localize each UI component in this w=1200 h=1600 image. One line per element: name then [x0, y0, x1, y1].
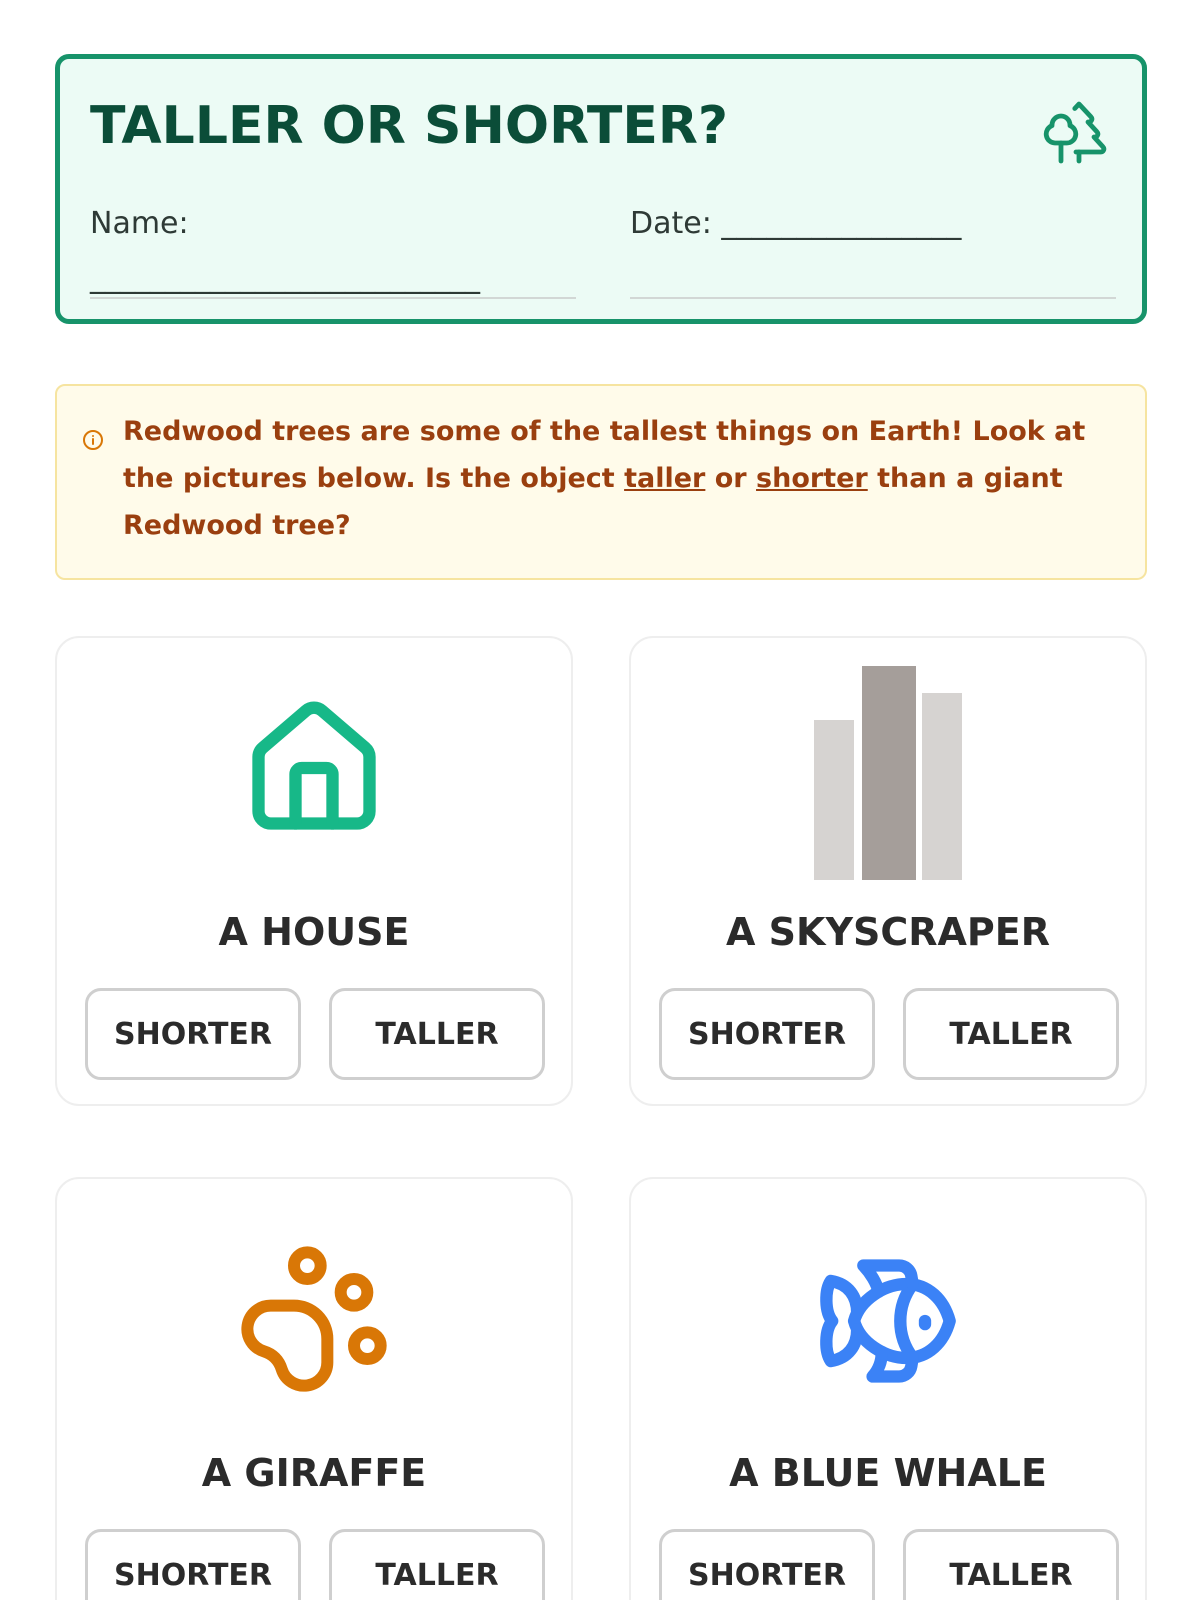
paw-icon	[234, 1239, 394, 1399]
instruction-word-shorter: shorter	[756, 463, 868, 494]
name-field[interactable]	[90, 197, 576, 299]
card-label: A BLUE WHALE	[729, 1451, 1047, 1495]
card-label: A HOUSE	[218, 910, 410, 954]
instruction-word-taller: taller	[624, 463, 706, 494]
taller-button[interactable]: TALLER	[903, 988, 1119, 1080]
house-icon	[240, 694, 388, 842]
date-blank: ________________	[721, 206, 962, 241]
card-label: A SKYSCRAPER	[726, 910, 1050, 954]
instruction-part-2: or	[705, 463, 757, 494]
card-giraffe	[55, 1177, 573, 1600]
info-icon	[81, 428, 105, 452]
name-blank: __________________________	[90, 260, 480, 295]
card-house	[55, 636, 573, 1106]
shorter-button[interactable]: SHORTER	[85, 988, 301, 1080]
trees-icon	[1040, 95, 1112, 167]
card-skyscraper	[629, 636, 1147, 1106]
date-label: Date:	[630, 206, 722, 241]
card-blue-whale	[629, 1177, 1147, 1600]
card-label: A GIRAFFE	[201, 1451, 427, 1495]
page-title: TALLER OR SHORTER?	[90, 96, 729, 156]
shorter-button[interactable]: SHORTER	[659, 1529, 875, 1600]
instruction-box	[55, 384, 1147, 580]
date-field[interactable]	[630, 197, 1116, 299]
worksheet-header	[55, 54, 1147, 324]
instruction-part-3: than a giant Redwood tree?	[123, 463, 1063, 541]
skyscraper-icon	[814, 666, 962, 880]
taller-button[interactable]: TALLER	[329, 1529, 545, 1600]
instruction-text	[123, 408, 1123, 549]
shorter-button[interactable]: SHORTER	[659, 988, 875, 1080]
instruction-part-1: Redwood trees are some of the tallest things on Earth! Look at the pictures below. Is the object	[123, 416, 1086, 494]
fish-icon	[814, 1247, 962, 1395]
shorter-button[interactable]: SHORTER	[85, 1529, 301, 1600]
taller-button[interactable]: TALLER	[903, 1529, 1119, 1600]
taller-button[interactable]: TALLER	[329, 988, 545, 1080]
name-label: Name:	[90, 206, 189, 241]
